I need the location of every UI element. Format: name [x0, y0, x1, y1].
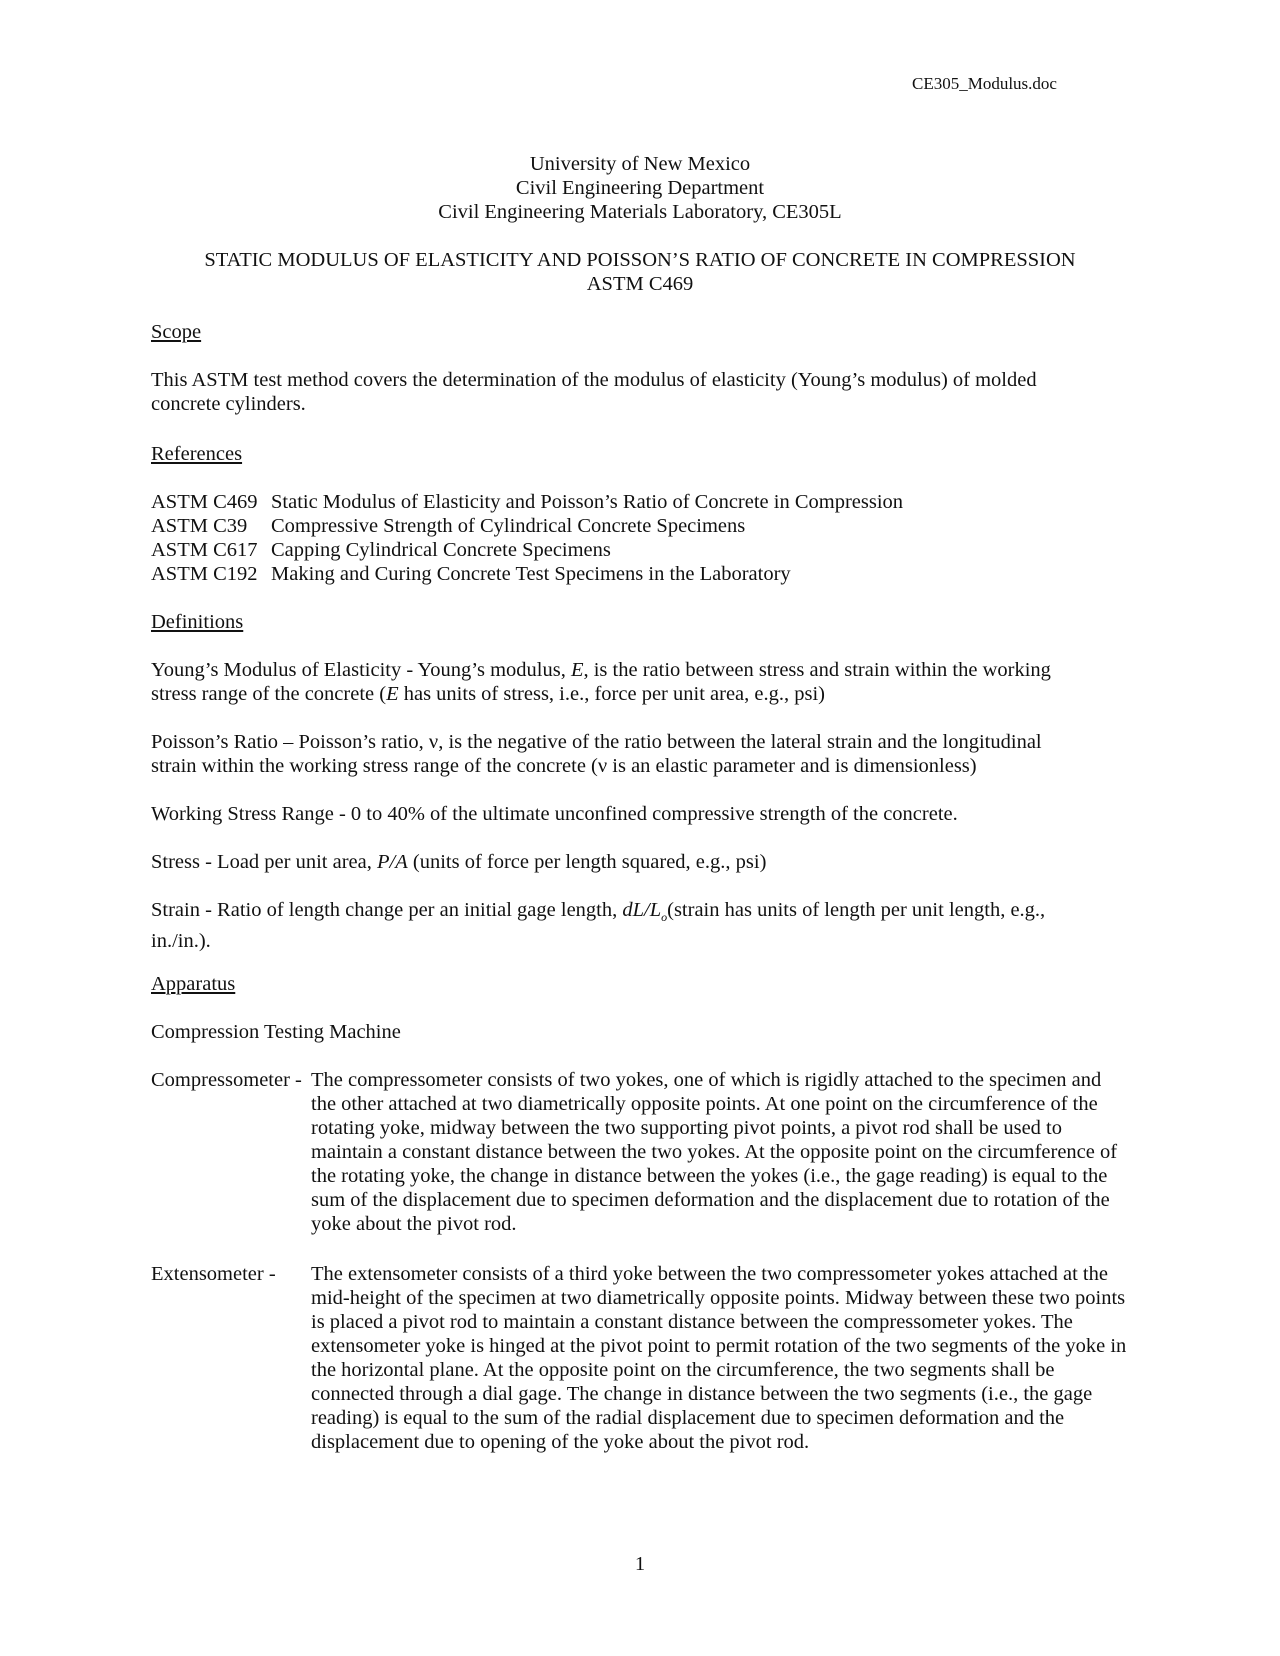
apparatus-heading: Apparatus: [151, 973, 236, 995]
file-name-header: CE305_Modulus.doc: [912, 74, 1057, 93]
reference-item: [151, 514, 1131, 538]
reference-item: [151, 490, 1131, 514]
institution-header: [0, 152, 1280, 224]
definition-text: Young’s Modulus of Elasticity - Young’s modulus,: [151, 659, 571, 681]
symbol-subscript: o: [661, 910, 668, 925]
apparatus-extensometer: [151, 1262, 1131, 1454]
definition-youngs-modulus: [151, 658, 1101, 706]
apparatus-term: Compressometer -: [151, 1069, 302, 1091]
definition-text: (strain has units of length per unit length, e.g., in./in.).: [151, 899, 1046, 953]
definition-stress: [151, 850, 1131, 874]
reference-code: ASTM C617: [151, 539, 258, 561]
document-title: [0, 248, 1280, 296]
symbol-p-over-a: P/A: [377, 851, 408, 873]
definition-working-stress-range: Working Stress Range - 0 to 40% of the ultimate unconfined compressive strength of the concrete.: [151, 803, 958, 825]
title-standard: ASTM C469: [586, 273, 694, 295]
reference-title: Compressive Strength of Cylindrical Concrete Specimens: [271, 515, 746, 537]
definition-text: (units of force per length squared, e.g., psi): [407, 851, 767, 873]
title-line: STATIC MODULUS OF ELASTICITY AND POISSON’S RATIO OF CONCRETE IN COMPRESSION: [204, 249, 1076, 271]
symbol-e: E: [570, 659, 584, 681]
apparatus-compressometer: [151, 1068, 1131, 1236]
reference-code: ASTM C192: [151, 563, 258, 585]
apparatus-term: Extensometer -: [151, 1263, 276, 1285]
page-number: 1: [634, 1553, 646, 1575]
lab-name: Civil Engineering Materials Laboratory, CE305L: [438, 201, 842, 223]
references-list: [151, 490, 1131, 586]
scope-heading: Scope: [151, 321, 202, 343]
reference-item: [151, 562, 1131, 586]
definition-text: , is the ratio between stress and strain within the working stress range of the concrete (: [151, 659, 1051, 705]
department-name: Civil Engineering Department: [515, 177, 765, 199]
definition-text: has units of stress, i.e., force per unit area, e.g., psi): [398, 683, 825, 705]
definitions-heading: Definitions: [151, 611, 244, 633]
apparatus-machine: Compression Testing Machine: [151, 1021, 401, 1043]
definition-strain: [151, 898, 1061, 953]
definition-text: Strain - Ratio of length change per an initial gage length,: [151, 899, 623, 921]
apparatus-description: The compressometer consists of two yokes, one of which is rigidly attached to the specimen and the other attached at two diametrically opposite points. At one point on the circumference of the rotating yoke, midway between the two supporting pivot points, a pivot rod shall be used to maintain a constant distance between the two yokes. At the opposite point on the circumference of the rotating yoke, the change in distance between the yokes (i.e., the gage reading) is equal to the sum of the displacement due to specimen deformation and the displacement due to rotation of the yoke about the pivot rod.: [311, 1069, 1118, 1235]
reference-title: Static Modulus of Elasticity and Poisson’s Ratio of Concrete in Compression: [271, 491, 904, 513]
apparatus-description: The extensometer consists of a third yoke between the two compressometer yokes attached at the mid-height of the specimen at two diametrically opposite points. Midway between these two points is placed a pivot rod to maintain a constant distance between the compressometer yokes. The extensometer yoke is hinged at the pivot point to permit rotation of the two segments of the yoke in the horizontal plane. At the opposite point on the circumference, the two segments shall be connected through a dial gage. The change in distance between the two segments (i.e., the gage reading) is equal to the sum of the radial displacement due to specimen deformation and the displacement due to opening of the yoke about the pivot rod.: [311, 1263, 1127, 1453]
scope-text: This ASTM test method covers the determination of the modulus of elasticity (Young’s modulus) of molded concrete cylinders.: [151, 369, 1037, 415]
reference-title: Making and Curing Concrete Test Specimens in the Laboratory: [271, 563, 791, 585]
reference-code: ASTM C39: [151, 515, 248, 537]
symbol-dl-over-lo: dL/L: [622, 899, 662, 921]
symbol-e: E: [386, 683, 399, 705]
definition-text: Stress - Load per unit area,: [151, 851, 377, 873]
references-heading: References: [151, 443, 243, 465]
reference-item: [151, 538, 1131, 562]
reference-title: Capping Cylindrical Concrete Specimens: [271, 539, 611, 561]
reference-code: ASTM C469: [151, 491, 258, 513]
university-name: University of New Mexico: [529, 153, 751, 175]
definition-poissons-ratio: Poisson’s Ratio – Poisson’s ratio, ν, is the negative of the ratio between the lateral strain and the longitudinal strain within the working stress range of the concrete (ν is an elastic parameter and is dimensionless): [151, 731, 1042, 777]
